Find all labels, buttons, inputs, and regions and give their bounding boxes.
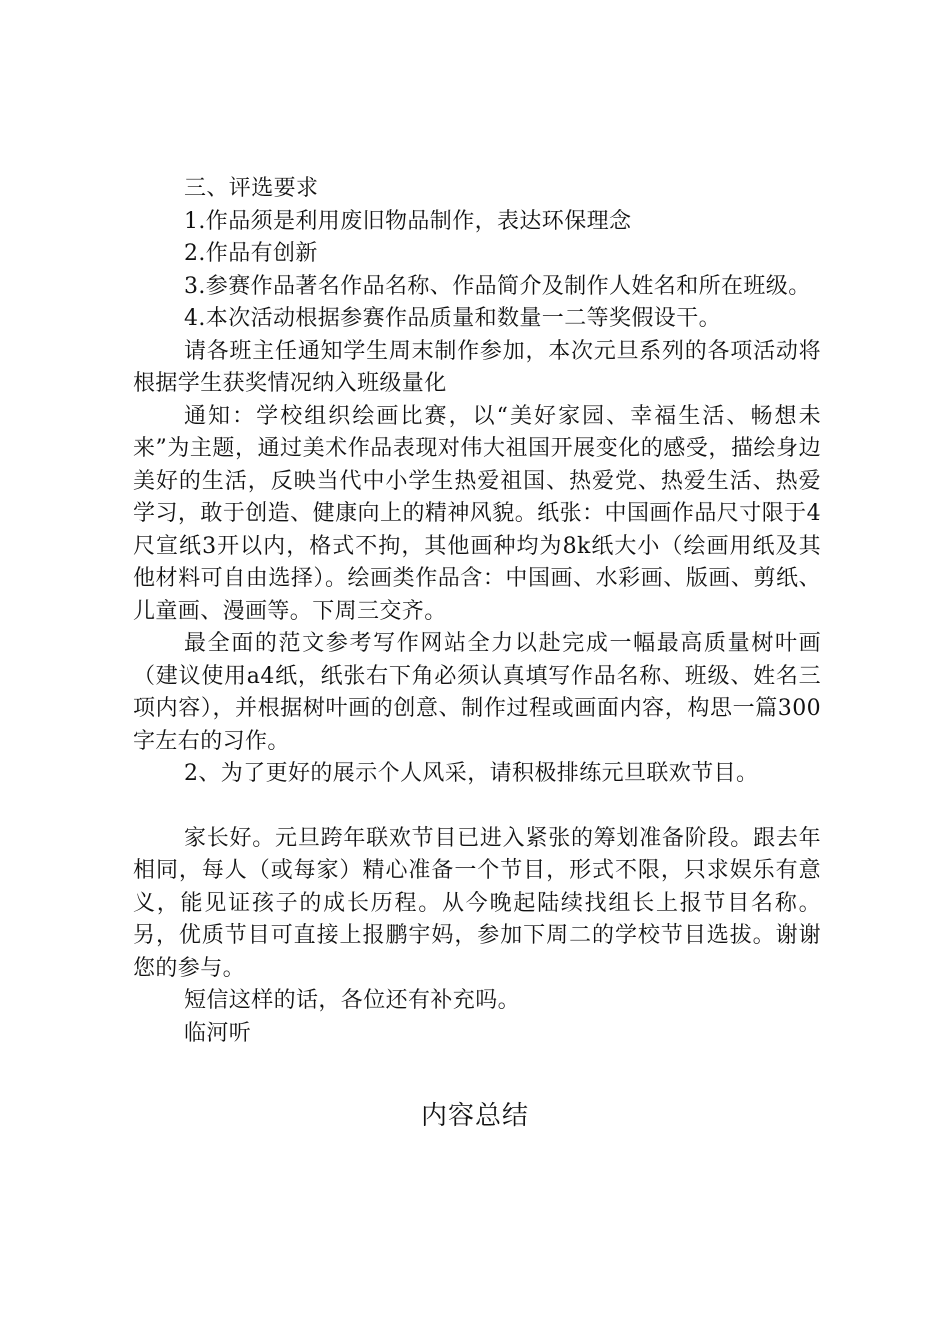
paragraph-spacer bbox=[133, 791, 821, 823]
summary-title: 内容总结 bbox=[420, 1101, 529, 1131]
section-heading: 三、评选要求 bbox=[184, 176, 319, 201]
signature-line: 临河听 bbox=[184, 1020, 252, 1046]
requirement-item-4: 4.本次活动根据参赛作品质量和数量一二等奖假设干。 bbox=[184, 306, 721, 331]
rehearsal-paragraph: 2、为了更好的展示个人风采，请积极排练元旦联欢节目。 bbox=[184, 761, 759, 786]
teacher-notice-paragraph: 请各班主任通知学生周末制作参加，本次元旦系列的各项活动将根据学生获奖情况纳入班级量化 bbox=[133, 338, 821, 396]
parent-message-paragraph: 家长好。元旦跨年联欢节目已进入紧张的筹划准备阶段。跟去年相同，每人（或每家）精心准备一个节目，形式不限，只求娱乐有意义，能见证孩子的成长历程。从今晚起陆续找组长上报节目名称。另，优质节目可直接上报鹏宇妈，参加下周二的学校节目选拔。谢谢您的参与。 bbox=[133, 825, 821, 981]
requirement-item-3: 3.参赛作品著名作品名称、作品简介及制作人姓名和所在班级。 bbox=[184, 273, 811, 299]
leaf-painting-paragraph: 最全面的范文参考写作网站全力以赴完成一幅最高质量树叶画（建议使用a4纸，纸张右下角必须认真填写作品名称、班级、姓名三项内容），并根据树叶画的创意、制作过程或画面内容，构思一篇300字左右的习作。 bbox=[133, 631, 821, 754]
document-body bbox=[133, 173, 821, 1050]
requirement-item-2: 2.作品有创新 bbox=[184, 241, 318, 266]
sms-question-paragraph: 短信这样的话，各位还有补充吗。 bbox=[184, 988, 521, 1013]
requirement-item-1: 1.作品须是利用废旧物品制作，表达环保理念 bbox=[184, 208, 632, 234]
drawing-contest-paragraph: 通知：学校组织绘画比赛，以“美好家园、幸福生活、畅想未来”为主题，通过美术作品表现对伟大祖国开展变化的感受，描绘身边美好的生活，反映当代中小学生热爱祖国、热爱党、热爱生活、热爱学习，敢于创造、健康向上的精神风貌。纸张：中国画作品尺寸限于4尺宣纸3开以内，格式不拘，其他画种均为8k纸大小（绘画用纸及其他材料可自由选择）。绘画类作品含：中国画、水彩画、版画、剪纸、儿童画、漫画等。下周三交齐。 bbox=[133, 403, 821, 624]
